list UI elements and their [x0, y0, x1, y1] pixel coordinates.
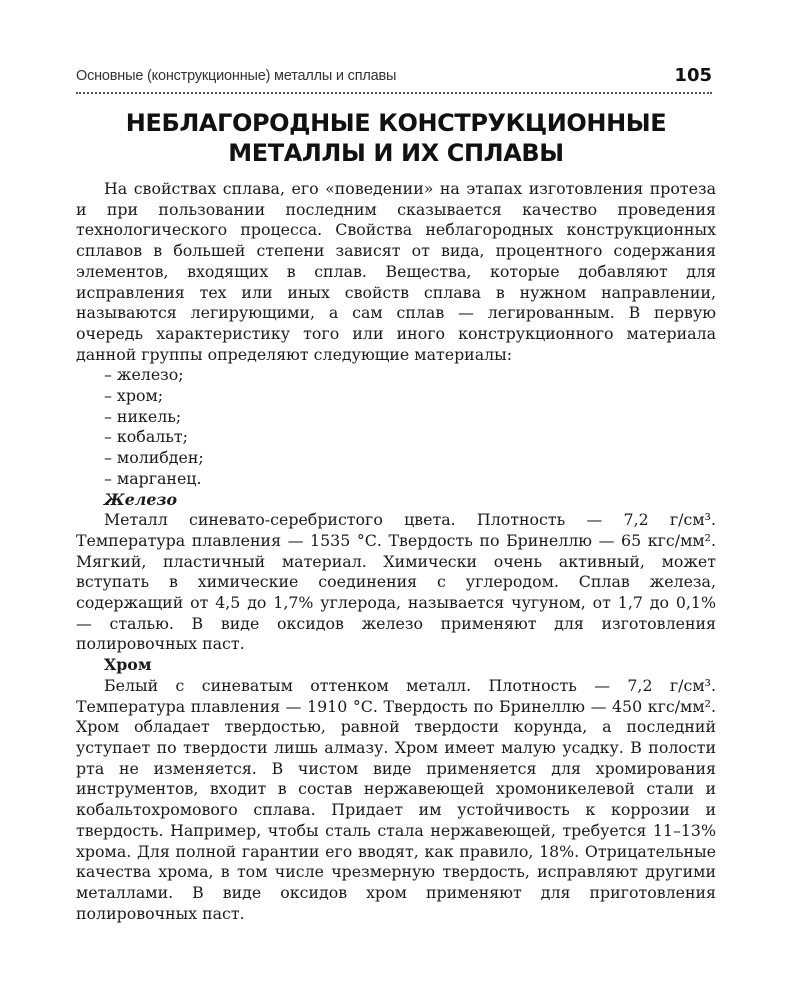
body-text: [76, 179, 716, 924]
section-heading-chromium: Хром: [104, 655, 152, 675]
list-item: – хром;: [104, 386, 164, 406]
running-title: Основные (конструкционные) металлы и сплавы: [76, 68, 397, 84]
section-heading-iron: Железо: [104, 489, 178, 509]
list-item: – железо;: [104, 365, 184, 385]
section-paragraph-iron: Металл синевато-серебристого цвета. Плотность — 7,2 г/см³. Температура плавления — 1535 °С. Твердость по Бринеллю — 65 кгс/мм². Мягкий, пластичный материал. Химически очень активный, может вступать в химические соединения с углеродом. Сплав железа, содержащий от 4,5 до 1,7% углерода, называется чугуном, от 1,7 до 0,1% — сталью. В виде оксидов железо применяют для изготовления полировочных паст.: [76, 510, 716, 654]
chapter-title-line-2: МЕТАЛЛЫ И ИХ СПЛАВЫ: [228, 139, 564, 167]
chapter-title-line-1: НЕБЛАГОРОДНЫЕ КОНСТРУКЦИОННЫЕ: [125, 109, 667, 137]
list-item: – марганец.: [104, 468, 202, 488]
intro-paragraph: На свойствах сплава, его «поведении» на этапах изготовления протеза и при пользовании последним сказывается качество проведения технологического процесса. Свойства неблагородных конструкционных сплавов в большей степени зависят от вида, процентного содержания элементов, входящих в сплав. Вещества, которые добавляют для исправления тех или иных свойств сплава в нужном направлении, называются легирующими, а сам сплав — легированным. В первую очередь характеристику того или иного конструкционного материала данной группы определяют следующие материалы:: [76, 179, 716, 364]
page-number: 105: [674, 65, 712, 86]
list-item: – молибден;: [104, 448, 204, 468]
chapter-title: [76, 108, 716, 168]
list-item: – кобальт;: [104, 427, 188, 447]
running-header: [76, 66, 712, 94]
list-item: – никель;: [104, 406, 182, 426]
section-paragraph-chromium: Белый с синеватым оттенком металл. Плотность — 7,2 г/см³. Температура плавления — 1910 °С. Твердость по Бринеллю — 450 кгс/мм². Хром обладает твердостью, равной твердости корунда, а последний уступает по твердости лишь алмазу. Хром имеет малую усадку. В полости рта не изменяется. В чистом виде применяется для хромирования инструментов, входит в состав нержавеющей хромоникелевой стали и кобальтохромового сплава. Придает им устойчивость к коррозии и твердость. Например, чтобы сталь стала нержавеющей, требуется 11–13% хрома. Для полной гарантии его вводят, как правило, 18%. Отрицательные качества хрома, в том числе чрезмерную твердость, исправляют другими металлами. В виде оксидов хром применяют для приготовления полировочных паст.: [76, 675, 716, 923]
materials-list: [76, 365, 716, 489]
